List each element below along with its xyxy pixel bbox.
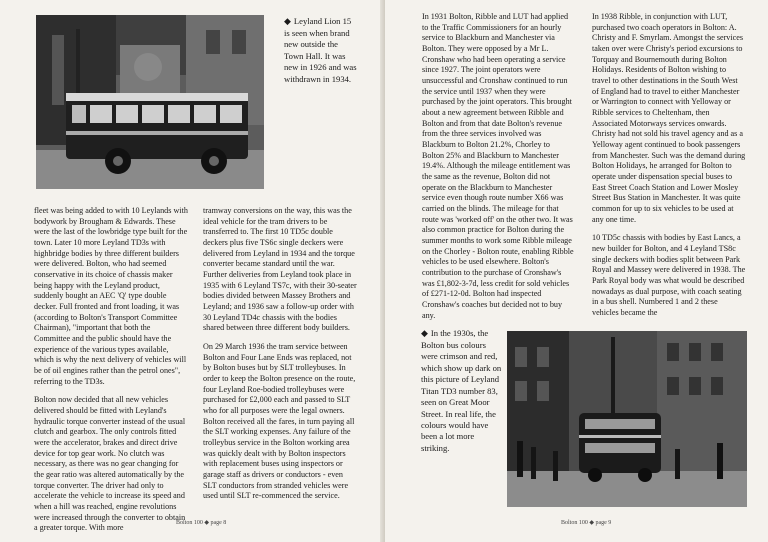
paragraph: In 1931 Bolton, Ribble and LUT had applied to the Traffic Commissioners for an hourly service to Blackburn and Manchester via Bolton. They were opposed by a Mr L. Cronshaw who had been operating a service since 1927. The joint operators were unsuccessful and Cronshaw continued to run the service until 1937 when they were purchased by the joint operators. This brought about a new agreement between Ribble and Bolton and from that date Bolton's revenue from the three services involved was Blackburn to Bolton 21.2%, Chorley to Bolton 25% and Blackburn to Manchester 19.4%. Although the mileage entitlement was the same as the revenue, Bolton did not operate on the Blackburn to Manchester service even though route number X66 was carried on the blinds. The mileage for that route was 'worked off' on the other two. It was also common practice for Bolton during the summer months to work some Ribble mileage on the Chorley - Bolton route, enabling Ribble vehicles to be used elsewhere. Bolton's contribution to the purchase of Cronshaw's was £1,802-3-7d, less credit for sold vehicles of £271-12-0d. Bolton had inspected Cronshaw's coaches but decided not to buy any. xyxy=(422,12,574,320)
photo-leyland-titan-td3 xyxy=(507,331,747,507)
left-page xyxy=(0,0,383,542)
photo-caption-leyland-lion: ◆ Leyland Lion 15 is seen when brand new outside the Town Hall. It was new in 1926 and was withdrawn in 1934. xyxy=(284,16,357,84)
photo-caption-titan-td3: ◆ In the 1930s, the Bolton bus colours were crimson and red, which show up dark on this picture of Leyland Titan TD3 number 83, seen on Great Moor Street. In real life, the colours would have been a lot more striking. xyxy=(421,328,502,453)
paragraph: On 29 March 1936 the tram service between Bolton and Four Lane Ends was replaced, not by Bolton buses but by SLT trolleybuses. In order to keep the Bolton presence on the route, four Leyland Roe-bodied trolleybuses were purchased for £2,000 each and passed to SLT who for all purposes were the legal owners. Bolton received all the fares, in turn paying all the SLT working expenses. Any failure of the trolleybus service in the Bolton working area was quickly dealt with by Bolton inspectors with replacement buses using inspectors or garage staff as drivers or conductors - even SLT conductors from stranded vehicles were used until SLT re-commenced the service. xyxy=(203,342,356,501)
photo-leyland-lion xyxy=(36,15,264,189)
diamond-bullet-icon: ◆ xyxy=(421,328,428,338)
page-footer: Bolton 100 ◆ page 9 xyxy=(561,520,612,526)
paragraph: tramway conversions on the way, this was the ideal vehicle for the tram drivers to be transferred to. The first 10 TD5c double deckers plus five TS6c single deckers were delivered from Leyland in 1934 and the torque converter became standard until the war. Further deliveries from Leyland took place in 1935 with 6 Leyland TS7c, with their 30-seater bodies divided between Massey Brothers and Leyland; and 1936 saw a follow-up order with 30 Leyland TD4c chassis with the bodies shared between three different body builders. xyxy=(203,206,357,333)
paragraph: Bolton now decided that all new vehicles delivered should be fitted with Leyland's hydraulic torque converter instead of the usual clutch and gearbox. The only controls fitted were the accelerator, brakes and direct drive device for top gear work. No clutch was necessary, as there was no gear changing for the gear ratio was altered automatically by the torque converter. The driver had only to accelerate the vehicle to increase its speed and when a hill was reached, engine revolutions were increased through the converter to obtain a greater torque. With more xyxy=(34,395,186,533)
left-page-column-2 xyxy=(203,206,357,510)
right-page-column-1 xyxy=(422,12,574,329)
paragraph: In 1938 Ribble, in conjunction with LUT, purchased two coach operators in Bolton: A. Christy and F. Smyrlam. Amongst the services taken over were Christy's period excursions to Torquay and Bournemouth during Bolton Holidays. Residents of Bolton wishing to travel to other destinations in the South West of England had to travel to either Manchester or Warrington to connect with Yelloway or Ribble services to Cheltenham, then Associated Motorways services onwards. Christy had not sold his travel agency and as a Yelloway agent continued to book passengers from Manchester. Such was the demand during Bolton Holidays, he arranged for Bolton to operate under dispensation special buses to East Street Coach Station and Lower Mosley Street Bus Station in Manchester. It was quite common for up to six vehicles to be used at any one time. xyxy=(592,12,746,224)
diamond-bullet-icon: ◆ xyxy=(284,16,291,26)
right-page xyxy=(385,0,768,542)
left-page-column-1 xyxy=(34,206,188,542)
right-page-column-2 xyxy=(592,12,746,327)
paragraph: 10 TD5c chassis with bodies by East Lancs, a new builder for Bolton, and 4 Leyland TS8c single deckers with bodies split between Park Royal and Massey were delivered in 1938. The Park Royal body was what would be described nowadays as dual purpose, with coach seating in a bus shell. Numbered 1 and 2 these vehicles became the xyxy=(592,233,746,318)
paragraph: fleet was being added to with 10 Leylands with bodywork by Brougham & Edwards. These were the last of the lowbridge type built for the town. Later 10 more Leyland TD3s with highbridge bodies by three different builders were delivered. Bolton, who had seemed conservative in its choice of chassis maker being happy with the Leyland product, suddenly bought an AEC 'Q' type double decker. Full fronted and front loading, it was (according to Bolton's Transport Committee Chairman), "important that both the Committee and the public should have the experience of the various types available, which is why the next delivery of vehicles will be of oil engines rather than the petrol ones", referring to the TD3s. xyxy=(34,206,188,386)
page-footer: Bolton 100 ◆ page 8 xyxy=(176,520,227,526)
